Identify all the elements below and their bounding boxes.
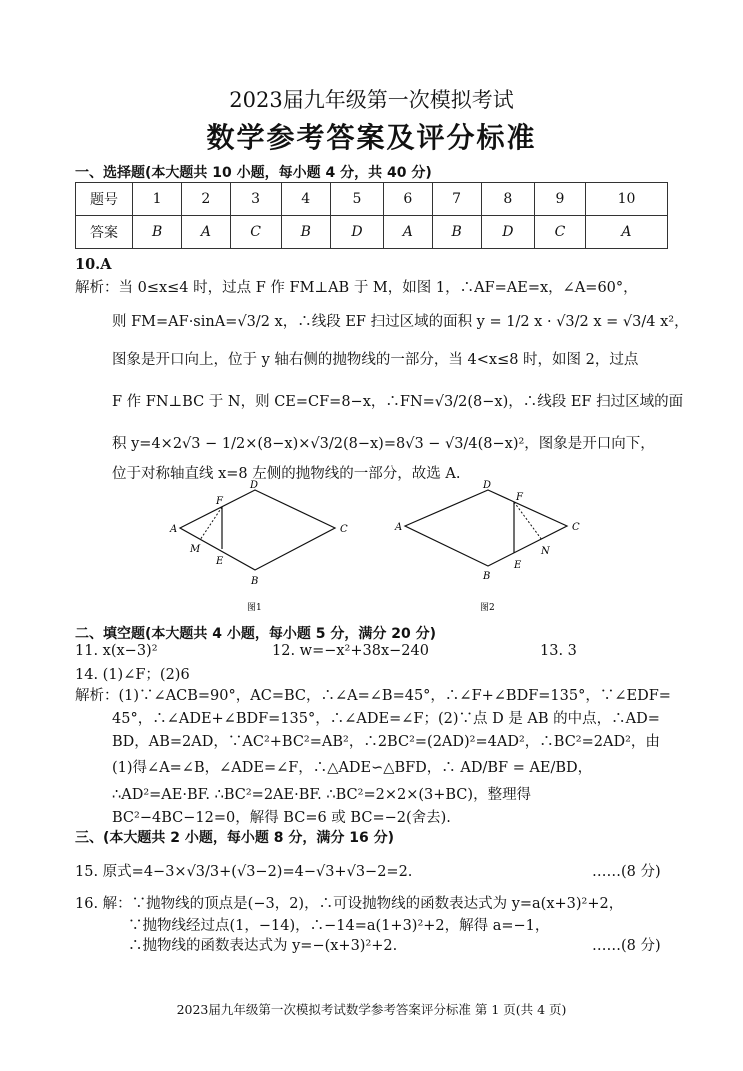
answer-table — [75, 182, 668, 249]
q10-line: F 作 FN⊥BC 于 N，则 CE=CF=8−x，∴FN=√3/2(8−x)，∴线段 EF 扫过区域的面 — [112, 394, 684, 410]
q14-line: BC²−4BC−12=0，解得 BC=6 或 BC=−2(舍去). — [112, 810, 451, 826]
q15-answer: 15. 原式=4−3×√3/3+(√3−2)=4−√3+√3−2=2. — [75, 864, 413, 880]
question-number: 5 — [330, 183, 383, 216]
q11-answer: 11. x(x−3)² — [75, 643, 158, 659]
rhombus-1 — [180, 490, 335, 570]
question-number: 9 — [534, 183, 585, 216]
label-a: A — [395, 522, 403, 533]
q14-line: ∴AD²=AE·BF. ∴BC²=2AE·BF. ∴BC²=2×2×(3+BC)，整理得 — [112, 787, 532, 803]
q13-answer: 13. 3 — [540, 643, 577, 659]
answer-cell: B — [281, 216, 330, 249]
figure-1-caption: 图1 — [247, 603, 262, 613]
label-a: A — [170, 524, 178, 535]
question-number: 4 — [281, 183, 330, 216]
label-b: B — [251, 576, 259, 587]
exam-title: 2023届九年级第一次模拟考试 — [229, 88, 514, 112]
table-row — [76, 183, 668, 216]
section1-heading: 一、选择题(本大题共 10 小题，每小题 4 分，共 40 分) — [75, 165, 432, 181]
answer-cell: C — [534, 216, 585, 249]
q16-line: ∵抛物线经过点(1，−14)，∴−14=a(1+3)²+2，解得 a=−1， — [128, 918, 550, 934]
label-m: M — [190, 544, 201, 555]
label-c: C — [572, 522, 580, 533]
answer-cell: A — [585, 216, 667, 249]
question-number: 10 — [585, 183, 667, 216]
q16-line: 16. 解：∵抛物线的顶点是(−3，2)，∴可设抛物线的函数表达式为 y=a(x+3)²+2， — [75, 896, 624, 912]
answer-cell: A — [384, 216, 432, 249]
q14-line: 45°，∴∠ADE+∠BDF=135°，∴∠ADE=∠F；(2)∵点 D 是 AB 的中点，∴AD= — [112, 711, 660, 727]
label-d: D — [250, 480, 259, 491]
section2-heading: 二、填空题(本大题共 4 小题，每小题 5 分，满分 20 分) — [75, 626, 437, 642]
question-number: 8 — [481, 183, 534, 216]
section3-heading: 三、(本大题共 2 小题，每小题 8 分，满分 16 分) — [75, 830, 395, 846]
q16-line: ∴抛物线的函数表达式为 y=−(x+3)²+2. — [128, 938, 398, 954]
q14-answer: 14. (1)∠F；(2)6 — [75, 667, 190, 683]
q10-line: 图象是开口向上，位于 y 轴右侧的抛物线的一部分，当 4<x≤8 时，如图 2，过点 — [112, 352, 639, 368]
label-f: F — [516, 492, 523, 503]
table-row — [76, 216, 668, 249]
q10-line: 积 y=4×2√3 − 1/2×(8−x)×√3/2(8−x)=8√3 − √3/4(8−x)²，图象是开口向下， — [112, 436, 655, 452]
row-label: 答案 — [76, 216, 133, 249]
q10-line: 位于对称轴直线 x=8 左侧的抛物线的一部分，故选 A. — [112, 466, 461, 482]
row-label: 题号 — [76, 183, 133, 216]
page-footer: 2023届九年级第一次模拟考试数学参考答案评分标准 第 1 页(共 4 页) — [176, 1002, 567, 1017]
q14-line: BD，AB=2AD，∵AC²+BC²=AB²，∴2BC²=(2AD)²=4AD²，∴BC²=2AD²，由 — [112, 734, 660, 750]
figure-2-caption: 图2 — [480, 603, 495, 613]
question-number: 3 — [230, 183, 281, 216]
q14-line: 解析：(1)∵∠ACB=90°，AC=BC，∴∠A=∠B=45°，∴∠F+∠BDF=135°，∵∠EDF= — [75, 688, 671, 704]
label-e: E — [216, 556, 224, 567]
answer-cell: B — [432, 216, 481, 249]
label-f: F — [216, 496, 223, 507]
q12-answer: 12. w=−x²+38x−240 — [272, 643, 429, 659]
question-number: 1 — [133, 183, 182, 216]
answer-cell: C — [230, 216, 281, 249]
label-c: C — [340, 524, 348, 535]
answer-cell: B — [133, 216, 182, 249]
answer-cell: A — [182, 216, 230, 249]
answer-cell: D — [481, 216, 534, 249]
q10-line: 解析：当 0≤x≤4 时，过点 F 作 FM⊥AB 于 M，如图 1，∴AF=AE=x，∠A=60°， — [75, 280, 638, 296]
label-n: N — [541, 546, 550, 557]
figure-2 — [394, 480, 580, 613]
q10-answer: 10.A — [75, 256, 112, 273]
label-e: E — [514, 560, 522, 571]
question-number: 2 — [182, 183, 230, 216]
answer-key-title: 数学参考答案及评分标准 — [206, 121, 537, 154]
label-b: B — [483, 571, 491, 582]
q14-line: (1)得∠A=∠B，∠ADE=∠F，∴△ADE∽△BFD，∴ AD/BF = AE/BD， — [112, 760, 593, 776]
q15-score: ……(8 分) — [592, 864, 661, 880]
q16-score: ……(8 分) — [592, 938, 661, 954]
question-number: 6 — [384, 183, 432, 216]
question-number: 7 — [432, 183, 481, 216]
rhombus-figures — [150, 478, 590, 616]
label-d: D — [483, 480, 492, 491]
figure-1 — [169, 480, 348, 613]
q10-line: 则 FM=AF·sinA=√3/2 x，∴线段 EF 扫过区域的面积 y = 1/2 x · √3/2 x = √3/4 x²， — [112, 314, 689, 330]
answer-cell: D — [330, 216, 383, 249]
